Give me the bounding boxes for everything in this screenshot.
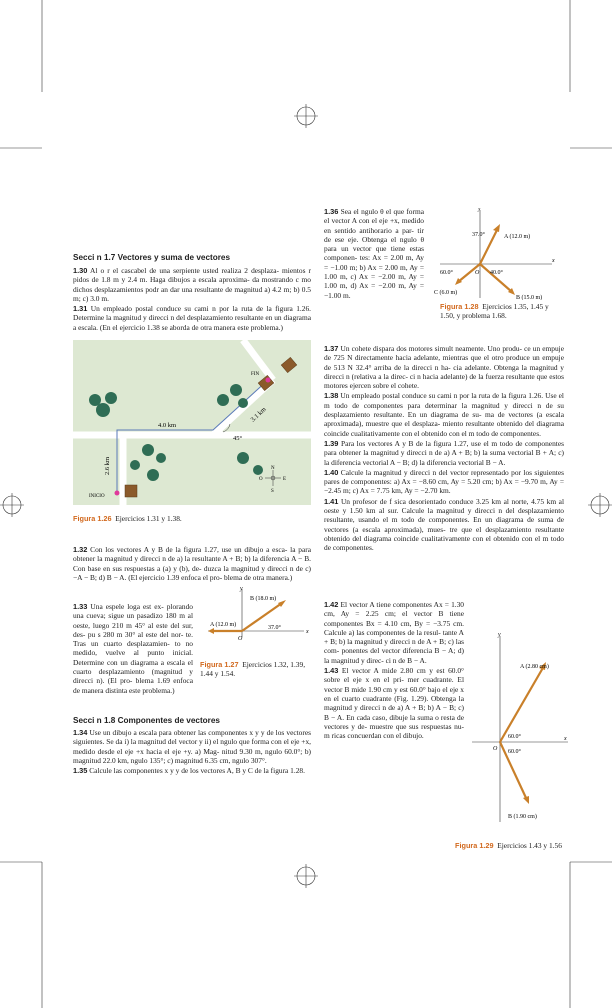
compass-s: S bbox=[271, 489, 274, 494]
figure-1-28-caption: Figura 1.28 Ejercicios 1.35, 1.45 y 1.50, y problema 1.68. bbox=[440, 302, 549, 320]
problem-1-39: 1.39 Para los vectores A y B de la figura 1.27, use el m todo de componentes para obtener la magnitud y direcci n de a) A + B; b) la suma vectorial B + A; c) la diferencia vectorial A − B; d) la diferencia vectorial B − A. bbox=[324, 438, 564, 467]
right-column-narrow bbox=[324, 600, 464, 741]
problem-1-33: 1.33 Una espele loga est ex- plorando una cueva; sigue un pasadizo 180 m al oeste, luego 210 m 45° al este del sur, des- pu s 280 m 30° al este del nor- te. Tras un cuarto desplazamien- to no medido, vuelve al punto inicial. Determine con un diagrama a escala el cuarto desplazamiento (magnitud y direcci n). (El pro- blema 1.69 enfoca de manera distinta este problema.) bbox=[73, 602, 193, 695]
left-column-top bbox=[73, 266, 311, 333]
figure-1-26-map bbox=[73, 340, 311, 505]
problem-1-36-narrow bbox=[324, 207, 424, 300]
section-heading-1-7: Secci n 1.7 Vectores y suma de vectores bbox=[73, 253, 231, 262]
map-background bbox=[73, 340, 311, 505]
figure-1-29 bbox=[470, 632, 570, 832]
fig129-angle-a: 60.0° bbox=[508, 734, 521, 740]
fig129-b-label: B (1.90 cm) bbox=[508, 814, 537, 820]
problem-1-33-narrow bbox=[73, 602, 193, 695]
fig127-b-label: B (18.0 m) bbox=[250, 596, 277, 602]
figure-1-28 bbox=[430, 208, 560, 300]
fig129-o: O bbox=[493, 746, 498, 752]
end-marker bbox=[266, 378, 271, 383]
compass-n: N bbox=[271, 466, 275, 471]
fig128-a-label: A (12.0 m) bbox=[504, 234, 531, 240]
fig129-a-label: A (2.80 cm) bbox=[520, 664, 549, 670]
dist-2-6: 2.6 km bbox=[104, 456, 111, 475]
problem-1-36: 1.36 Sea el ngulo θ el que forma el vector A con el eje +x, medido en sentido antihorario a par- tir de ese eje. Obtenga el ngulo θ para un vector que tiene estas componen- tes: Ax = 2.00 m, Ay = −1.00 m; b) Ax = 2.00 m, Ay = 1.00 m, c) Ax = −2.00 m, Ay = 1.00 m, d) Ax = −2.00 m, Ay = −1.00 m. bbox=[324, 207, 424, 300]
angle-45: 45° bbox=[233, 435, 243, 442]
dist-3-1: 3.1 km bbox=[249, 406, 268, 424]
start-marker bbox=[115, 491, 120, 496]
problem-1-37: 1.37 Un cohete dispara dos motores simult neamente. Uno produ- ce un empuje de 725 N directamente hacia adelante, mientras que el otro produce un empuje de 513 N 32.4° arriba de la direcci n ha- cia adelante. Obtenga la magnitud y direcci n (relativa a la direc- ci n hacia adelante) de la fuerza resultante que estos motores ejercen sobre el cohete. bbox=[324, 344, 564, 391]
section-heading-1-8: Secci n 1.8 Componentes de vectores bbox=[73, 716, 220, 725]
fig128-y: y bbox=[478, 208, 481, 212]
vector-a bbox=[500, 666, 544, 742]
problem-1-32-block bbox=[73, 545, 311, 583]
problem-1-31: 1.31 Un empleado postal conduce su cami n por la ruta de la figura 1.26. Determine la magnitud y direcci n del desplazamiento resultante en un diagrama a escala. (En el ejercicio 1.38 se aborda de otra manera este problema.) bbox=[73, 304, 311, 332]
fig128-c-label: C (6.0 m) bbox=[434, 290, 458, 296]
right-column-middle bbox=[324, 344, 564, 554]
compass-o: O bbox=[259, 477, 263, 482]
problem-1-40: 1.40 Calcule la magnitud y direcci n del vector representado por los siguientes pares de componentes: a) Ax = −8.60 cm, Ay = 5.20 cm; b) Ax = −9.70 m, Ay = −2.45 m; c) Ax = 7.75 km, Ay = −2.70 km. bbox=[324, 467, 564, 496]
fig127-angle: 37.0° bbox=[268, 625, 281, 631]
end-label: FIN bbox=[251, 372, 260, 377]
figure-1-27 bbox=[200, 585, 312, 641]
problem-1-43: 1.43 El vector A mide 2.80 cm y est 60.0° sobre el eje x en el pri- mer cuadrante. El vector B mide 1.90 cm y est 60.0° bajo el eje x en el cuarto cuadrante (Fig. 1.29). Obtenga la magnitud y direcci n de a) A + B; b) A − B; c) B − A. En cada caso, dibuje la suma o resta de vectores y de- muestre que sus respuestas nu- m ricas concuerdan con el dibujo. bbox=[324, 666, 464, 741]
fig128-o: O bbox=[475, 270, 480, 276]
fig129-angle-b: 60.0° bbox=[508, 749, 521, 755]
fig129-x: x bbox=[564, 736, 567, 742]
problem-1-34: 1.34 Use un dibujo a escala para obtener las componentes x y y de los vectores siguientes. Se da i) la magnitud del vector y ii) el ngulo que forma con el eje +x, medido desde el eje +x hacia el eje +y. a) Mag- nitud 9.30 m, ngulo 60.0°; b) magnitud 22.0 km, ngulo 135°; c) magnitud 6.35 cm, ngulo 307°. bbox=[73, 728, 311, 765]
figure-1-26-caption: Figura 1.26 Ejercicios 1.31 y 1.38. bbox=[73, 514, 182, 523]
problem-1-41: 1.41 Un profesor de f sica desorientado conduce 3.25 km al norte, 4.75 km al oeste y 1.50 km al sur. Calcule la magnitud y direcci n del desplazamiento resultante, usando el m todo de componentes. En un diagrama de suma de vectores (a escala aproximada), mues- tre que el desplazamiento resultante obtenido del diagrama coincide cualitativamente con el obtenido con el m todo de componentes. bbox=[324, 496, 564, 553]
problem-1-30: 1.30 Al o r el cascabel de una serpiente usted realiza 2 desplaza- mientos r pidos de 1.8 m y 2.4 m. Haga dibujos a escala aproxima- da mostrando c mo dichos desplazamientos podr an dar una resultante de magnitud a) 4.2 m; b) 0.5 m; c) 3.0 m. bbox=[73, 266, 311, 303]
problem-1-35: 1.35 Calcule las componentes x y y de los vectores A, B y C de la figura 1.28. bbox=[73, 766, 305, 776]
fig128-b-label: B (15.0 m) bbox=[516, 295, 543, 300]
left-column-bottom bbox=[73, 728, 311, 776]
start-label: INICIO bbox=[89, 494, 105, 499]
fig127-a-label: A (12.0 m) bbox=[210, 622, 237, 628]
fig127-y: y bbox=[240, 586, 243, 592]
problem-1-38: 1.38 Un empleado postal conduce su cami n por la ruta de la figura 1.26. Use el m todo de componentes para determinar la magnitud y direcci n de su desplazamiento resultante. En un diagrama de su- ma de vectores (a escala aproximada), muestre que el desplaza- miento resultante obtenido del diagrama coincide cualitativamente con el obtenido con el m todo de componentes. bbox=[324, 391, 564, 438]
problem-1-42: 1.42 El vector A tiene componentes Ax = 1.30 cm, Ay = 2.25 cm; el vector B tiene componentes Bx = 4.10 cm, By = −3.75 cm. Calcule a) las componentes de la resul- tante A + B; b) la magnitud y direcci n de A + B; c) las com- ponentes del vector diferencia B − A; d) la magnitud y direc- ci n de B − A. bbox=[324, 600, 464, 665]
fig127-o: O bbox=[238, 636, 243, 641]
figure-1-29-caption: Figura 1.29 Ejercicios 1.43 y 1.56 bbox=[455, 841, 562, 850]
problem-1-32: 1.32 Con los vectores A y B de la figura 1.27, use un dibujo a esca- la para obtener la magnitud y direcci n de a) la resultante A + B; b) la diferencia A − B. Con base en sus respuestas a (a) y (b), de- duzca la magnitud y direcci n de c) −A − B; d) B − A. (El ejercicio 1.39 enfoca el pro- blema de otra manera.) bbox=[73, 545, 311, 582]
fig128-angle-b: 40.0° bbox=[490, 270, 503, 276]
fig128-x: x bbox=[552, 258, 555, 264]
vector-b bbox=[480, 264, 512, 292]
fig128-angle-a: 37.0° bbox=[472, 232, 485, 238]
compass-e: E bbox=[283, 477, 287, 482]
figure-1-27-caption: Figura 1.27 Ejercicios 1.32, 1.39, 1.44 y 1.54. bbox=[200, 660, 306, 678]
dist-4-0: 4.0 km bbox=[158, 422, 177, 429]
fig129-y: y bbox=[498, 632, 501, 638]
fig127-x: x bbox=[306, 629, 309, 635]
fig128-angle-c: 60.0° bbox=[440, 270, 453, 276]
